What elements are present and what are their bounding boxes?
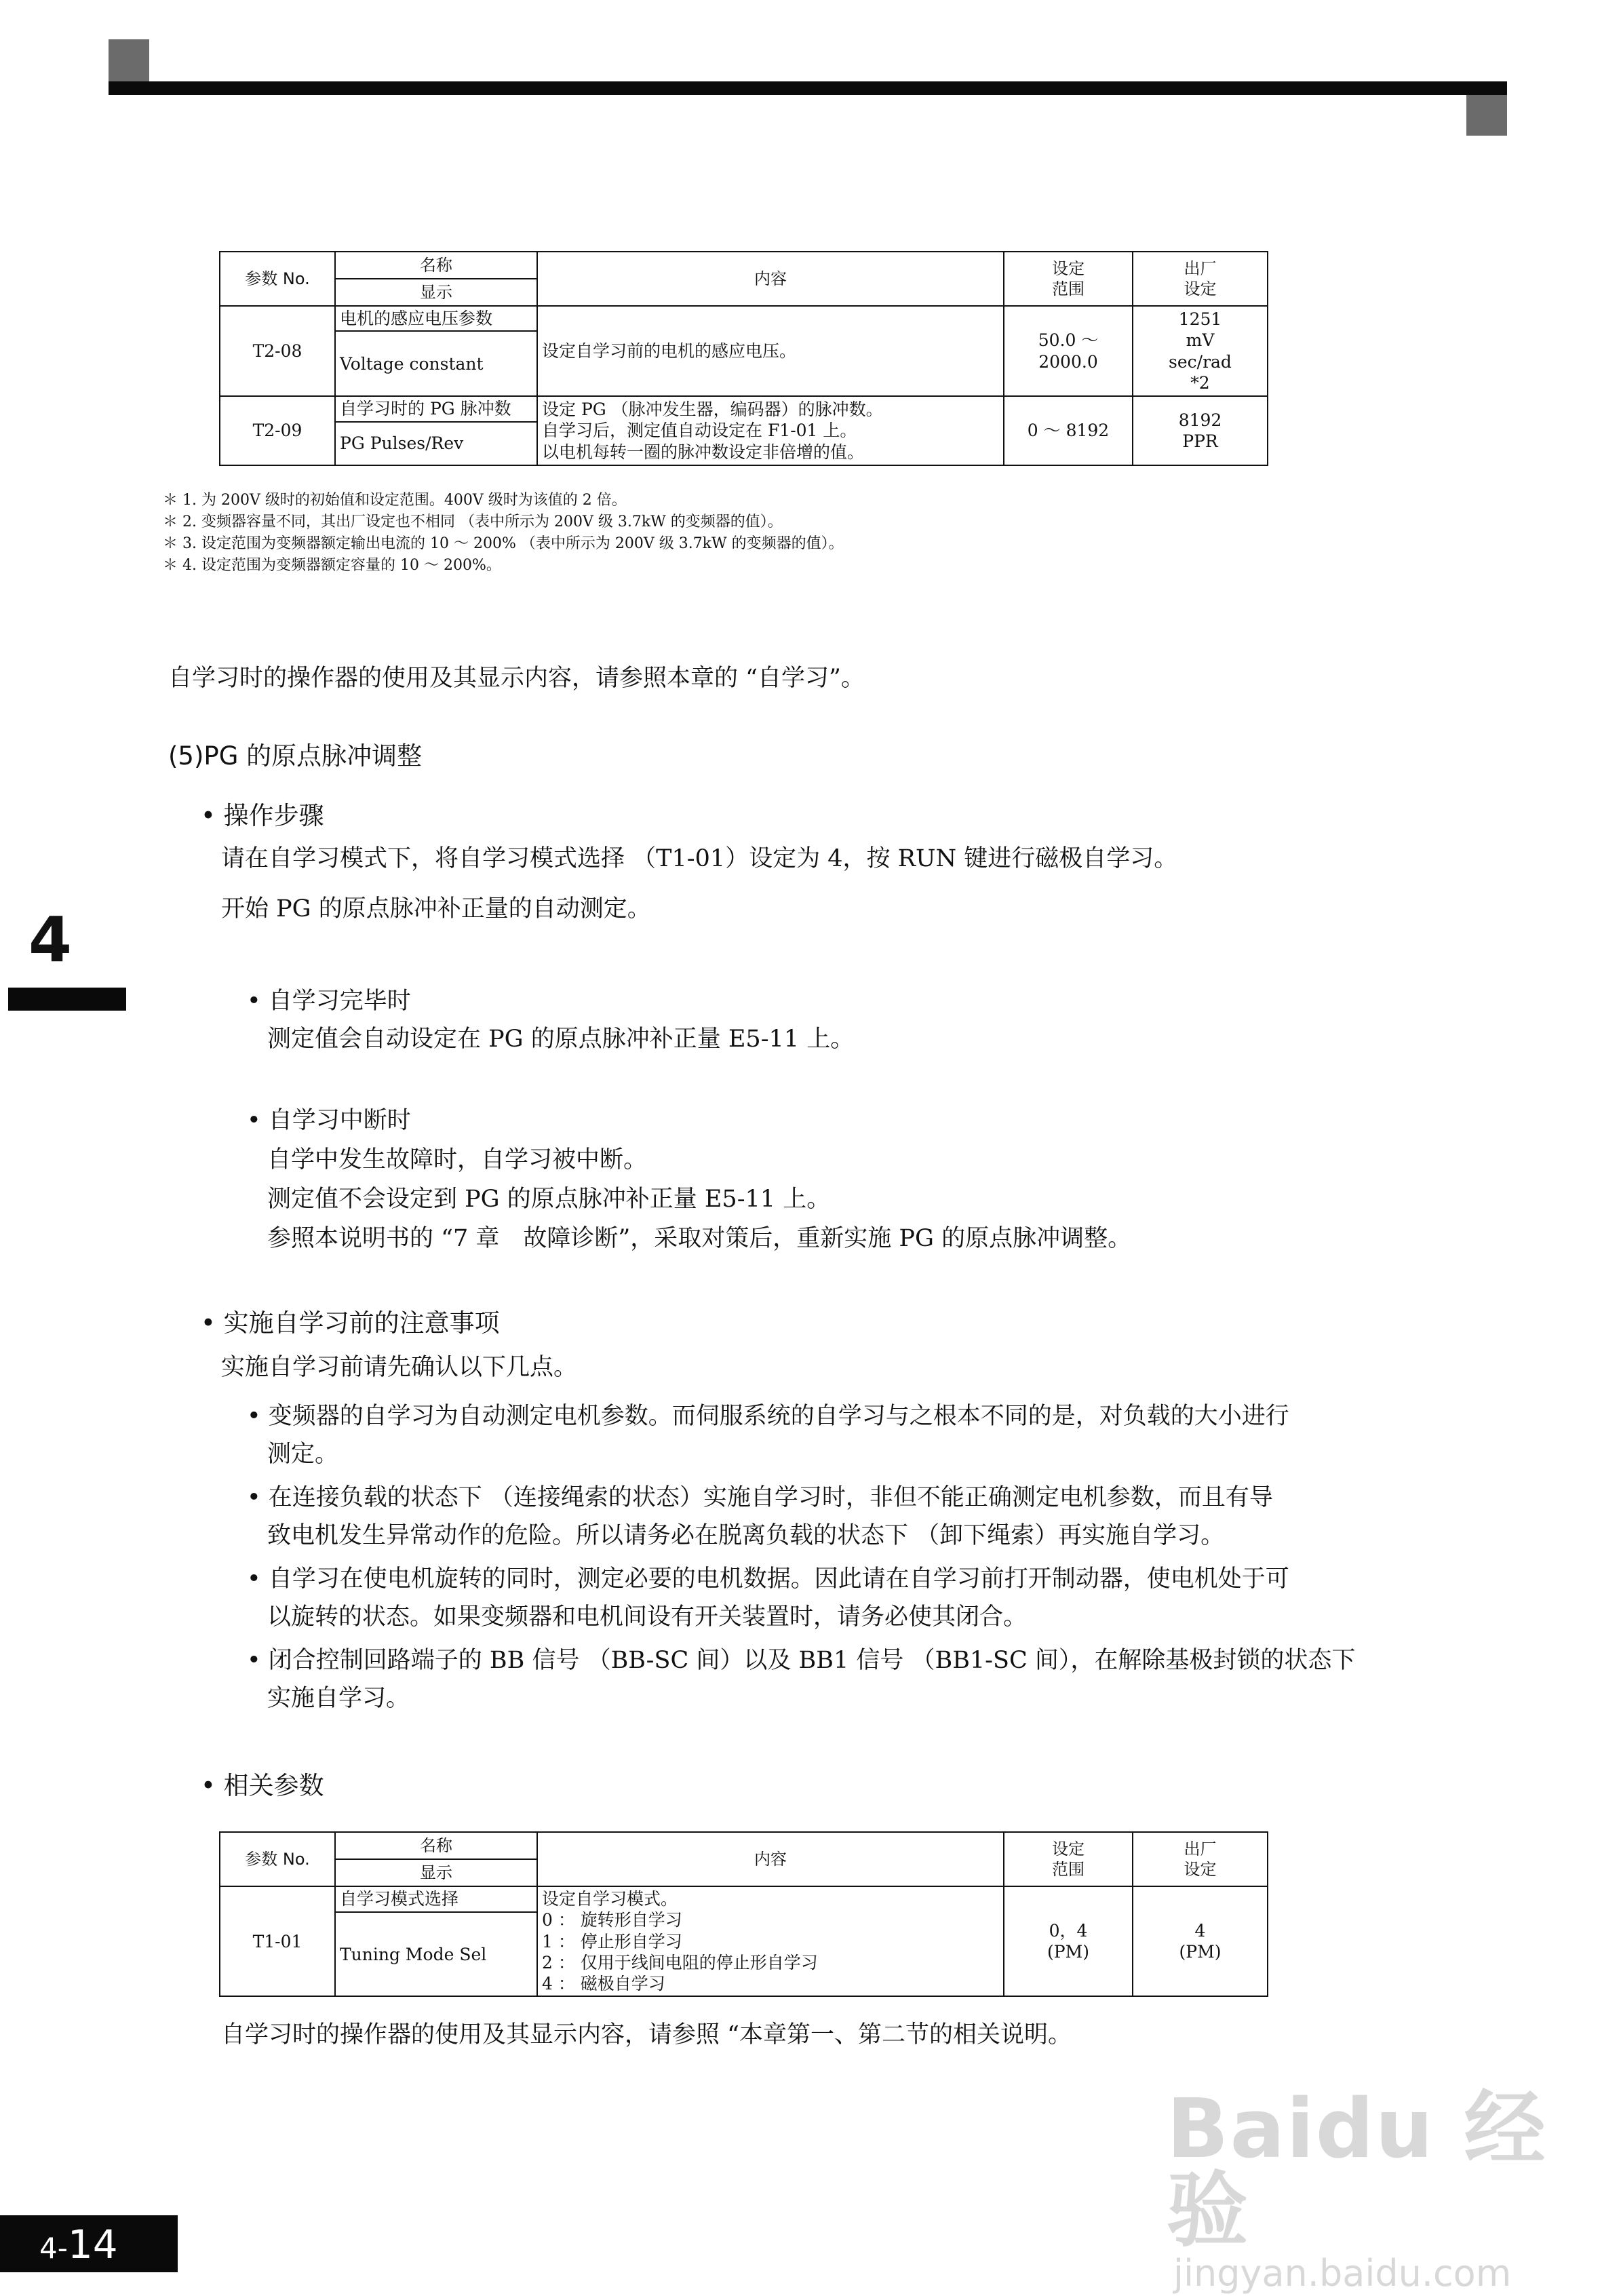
page-number: 4-14 bbox=[39, 2221, 118, 2268]
header-content: 内容 bbox=[537, 252, 1004, 306]
param-range: 0 ～ 8192 bbox=[1004, 396, 1133, 465]
header-corner-block-right bbox=[1466, 95, 1507, 136]
header-param-no: 参数 No. bbox=[220, 1832, 335, 1886]
param-range: 50.0 ～ 2000.0 bbox=[1004, 306, 1133, 396]
header-default: 出厂 设定 bbox=[1133, 1832, 1268, 1886]
parameter-table-t1 bbox=[219, 1831, 1268, 1997]
param-content: 设定 PG （脉冲发生器，编码器）的脉冲数。 自学习后，测定值自动设定在 F1-01 上。 以电机每转一圈的脉冲数设定非倍增的值。 bbox=[537, 396, 1004, 465]
param-display: Voltage constant bbox=[335, 331, 537, 396]
param-range: 0，4 (PM) bbox=[1004, 1886, 1133, 1996]
footnote-4: ＊ 4. 设定范围为变频器额定容量的 10 ～ 200%。 bbox=[163, 557, 501, 574]
related-heading: • 相关参数 bbox=[201, 1771, 324, 1800]
precaution-item-4-line-1: • 闭合控制回路端子的 BB 信号 （BB-SC 间）以及 BB1 信号 （BB1-SC 间），在解除基极封锁的状态下 bbox=[247, 1647, 1356, 1674]
precaution-item-3-line-1: • 自学习在使电机旋转的同时，测定必要的电机数据。因此请在自学习前打开制动器，使电机处于可 bbox=[247, 1565, 1289, 1593]
precautions-heading: • 实施自学习前的注意事项 bbox=[201, 1308, 500, 1338]
precaution-item-1-line-1: • 变频器的自学习为自动测定电机参数。而伺服系统的自学习与之根本不同的是，对负载的大小进行 bbox=[247, 1403, 1289, 1430]
param-content: 设定自学习模式。 0 ： 旋转形自学习 1 ： 停止形自学习 2 ： 仅用于线间电阻的停止形自学习 4 ： 磁极自学习 bbox=[537, 1886, 1004, 1996]
param-display: Tuning Mode Sel bbox=[335, 1912, 537, 1996]
intro-text: 自学习时的操作器的使用及其显示内容，请参照本章的 “自学习”。 bbox=[168, 665, 865, 692]
baidu-watermark bbox=[1167, 2082, 1621, 2296]
footnote-1: ＊ 1. 为 200V 级时的初始值和设定范围。400V 级时为该值的 2 倍。 bbox=[163, 492, 627, 509]
operation-line-2: 开始 PG 的原点脉冲补正量的自动测定。 bbox=[221, 895, 651, 922]
complete-heading: • 自学习完毕时 bbox=[247, 988, 411, 1015]
operation-line-1: 请在自学习模式下，将自学习模式选择 （T1-01）设定为 4，按 RUN 键进行磁极自学习。 bbox=[221, 845, 1178, 872]
footnote-2: ＊ 2. 变频器容量不同，其出厂设定也不相同 （表中所示为 200V 级 3.7kW 的变频器的值）。 bbox=[163, 513, 783, 530]
header-param-no: 参数 No. bbox=[220, 252, 335, 306]
header-display: 显示 bbox=[335, 279, 537, 306]
precaution-item-2-line-2: 致电机发生异常动作的危险。所以请务必在脱离负载的状态下 （卸下绳索）再实施自学习。 bbox=[267, 1522, 1225, 1549]
precaution-item-3-line-2: 以旋转的状态。如果变频器和电机间设有开关装置时，请务必使其闭合。 bbox=[267, 1603, 1028, 1631]
header-name: 名称 bbox=[335, 1832, 537, 1859]
interrupt-line-2: 测定值不会设定到 PG 的原点脉冲补正量 E5-11 上。 bbox=[267, 1186, 831, 1213]
precautions-intro: 实施自学习前请先确认以下几点。 bbox=[221, 1354, 578, 1381]
param-t1-01: T1-01 bbox=[220, 1886, 335, 1996]
watermark-brand: Baidu 经验 bbox=[1167, 2082, 1547, 2258]
footnote-3: ＊ 3. 设定范围为变频器额定输出电流的 10 ～ 200% （表中所示为 200V 级 3.7kW 的变频器的值）。 bbox=[163, 535, 844, 552]
param-default: 1251 mV sec/rad *2 bbox=[1133, 306, 1268, 396]
param-name: 电机的感应电压参数 bbox=[335, 306, 537, 331]
watermark-url: jingyan.baidu.com bbox=[1173, 2252, 1512, 2295]
page-number-box bbox=[0, 2215, 178, 2272]
precaution-item-2-line-1: • 在连接负载的状态下 （连接绳索的状态）实施自学习时，非但不能正确测定电机参数，而且有导 bbox=[247, 1484, 1273, 1511]
interrupt-line-1: 自学中发生故障时，自学习被中断。 bbox=[267, 1146, 648, 1173]
param-t2-08: T2-08 bbox=[220, 306, 335, 396]
header-name: 名称 bbox=[335, 252, 537, 279]
interrupt-heading: • 自学习中断时 bbox=[247, 1107, 411, 1134]
header-range: 设定 范围 bbox=[1004, 1832, 1133, 1886]
outro-text: 自学习时的操作器的使用及其显示内容，请参照 “本章第一、第二节的相关说明。 bbox=[221, 2021, 1072, 2048]
param-t2-09: T2-09 bbox=[220, 396, 335, 465]
operation-heading: • 操作步骤 bbox=[201, 801, 324, 830]
param-default: 8192 PPR bbox=[1133, 396, 1268, 465]
param-name: 自学习时的 PG 脉冲数 bbox=[335, 396, 537, 421]
header-content: 内容 bbox=[537, 1832, 1004, 1886]
complete-line-1: 测定值会自动设定在 PG 的原点脉冲补正量 E5-11 上。 bbox=[267, 1026, 855, 1053]
param-content: 设定自学习前的电机的感应电压。 bbox=[537, 306, 1004, 396]
precaution-item-1-line-2: 测定。 bbox=[267, 1441, 339, 1468]
param-display: PG Pulses/Rev bbox=[335, 422, 537, 465]
chapter-tab-bar bbox=[8, 988, 126, 1011]
section-title: (5)PG 的原点脉冲调整 bbox=[168, 741, 423, 771]
param-name: 自学习模式选择 bbox=[335, 1886, 537, 1912]
header-corner-block-left bbox=[109, 39, 149, 81]
header-rule bbox=[109, 81, 1507, 95]
interrupt-line-3: 参照本说明书的 “7 章 故障诊断”，采取对策后，重新实施 PG 的原点脉冲调整。 bbox=[267, 1225, 1132, 1252]
header-display: 显示 bbox=[335, 1859, 537, 1886]
parameter-table-t2 bbox=[219, 251, 1268, 466]
chapter-number: 4 bbox=[28, 903, 73, 976]
header-range: 设定 范围 bbox=[1004, 252, 1133, 306]
precaution-item-4-line-2: 实施自学习。 bbox=[267, 1685, 410, 1712]
header-default: 出厂 设定 bbox=[1133, 252, 1268, 306]
param-default: 4 (PM) bbox=[1133, 1886, 1268, 1996]
